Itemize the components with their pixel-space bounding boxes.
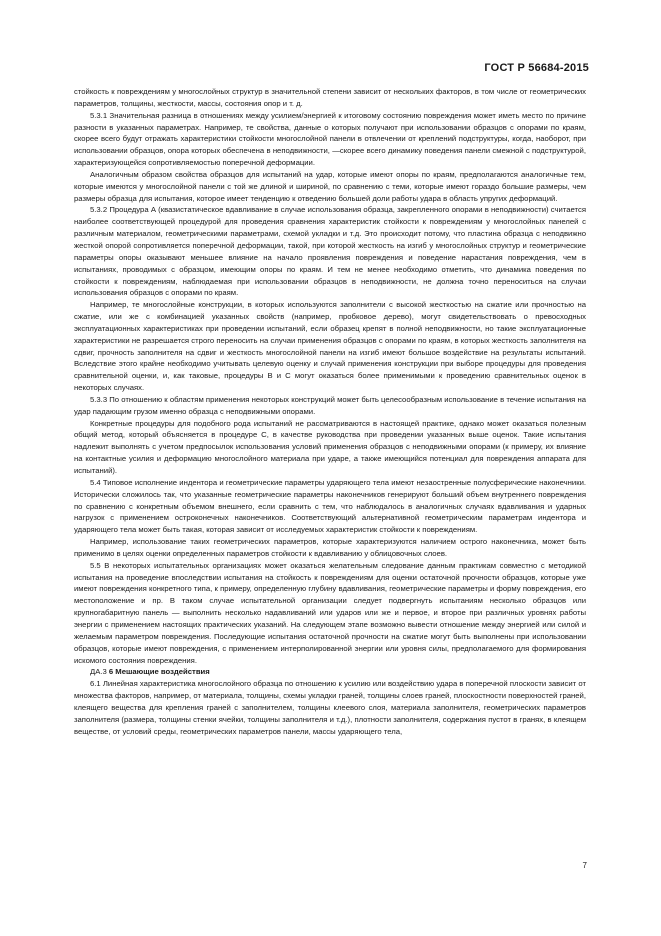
page-number: 7: [582, 861, 587, 870]
paragraph: 6.1 Линейная характеристика многослойного образца по отношению к усилию или воздействию удара в поперечной плоскости зависит от множества факторов, например, от материала, толщины, схемы укладки граней, толщины слоев граней, плоскостности поверхностей граней, клеящего вещества для крепления граней с заполнителем, толщины клеевого слоя, материала заполнителя, геометрических параметров заполнителя (размера, толщины стенки ячейки, толщины заполнителя и т.д.), плотности заполнителя, содержания пустот в гранях, в клеящем веществе, от условий среды, геометрических параметров панели, массы ударяющего тела,: [74, 679, 586, 736]
paragraph: 5.3.1 Значительная разница в отношениях между усилием/энергией к итоговому состоянию повреждения может иметь место по причине разности в указанных параметрах. Например, те свойства, данные о которых получают при использовании образцов с опорами по краям, скорее всего будут отражать характеристики стойкости многослойной панели в отвлечении от креплений подструктуры, когда, наоборот, при использовании образцов, опора которых обеспечена в неподвижности, —скорее всего динамику поведения панели смежной с подструктурой, характеризующейся сопротивляемостью поперечной деформации.: [74, 110, 586, 168]
standard-code-header: ГОСТ Р 56684-2015: [484, 62, 589, 74]
paragraph: 5.3.3 По отношению к областям применения некоторых конструкций может быть целесообразным использование в течение испытания на удар падающим грузом именно образца с неподвижными опорами.: [74, 394, 586, 416]
paragraph: Конкретные процедуры для подобного рода испытаний не рассматриваются в настоящей практике, однако может оказаться полезным общий метод, который объясняется в процедуре С, в качестве руководства при проведении указанных выше оценок. Такие испытания надлежит выполнять с учетом предпосылок использования условий применения образцов с неподвижными опорами (к примеру, их влияние на контактные усилия и деформацию многослойного материала при ударе, а также имеющийся потенциал для повреждения аппарата для испытаний).: [74, 418, 586, 475]
paragraph: стойкость к повреждениям у многослойных структур в значительной степени зависит от нескольких факторов, в том числе от геометрических параметров, толщины, жесткости, массы, состояния опор и т. д.: [74, 87, 586, 108]
section-prefix: ДА.3: [90, 667, 107, 677]
section-title: 6 Мешающие воздействия: [108, 667, 210, 677]
body-text: [74, 86, 586, 737]
paragraph: Например, использование таких геометрических параметров, которые характеризуются наличием острого наконечника, может быть применимо в целях оценки определенных параметров стойкости к вдавливанию у облицовочных слоев.: [74, 537, 586, 558]
paragraph: 5.4 Типовое исполнение индентора и геометрические параметры ударяющего тела имеют незаостренные полусферические наконечники. Исторически сложилось так, что указанные геометрические параметры наконечников генерируют больший объем внутреннего повреждения по сравнению с конкретным объемом внешнего, если сравнить с тем, что наблюдалось в аналогичных случаях вдавливания и ударных нагрузок с применением остроконечных наконечников. Соответствующий альтернативной геометрическим параметрам индентора и ударяющего тела может быть такая, которая зависит от исследуемых характеристик стойкости к повреждениям.: [74, 477, 586, 535]
paragraph: Например, те многослойные конструкции, в которых используются заполнители с высокой жесткостью на сжатие или прочностью на сжатие, или же с комбинацией указанных свойств (например, пробковое дерево), могут свидетельствовать о превосходных эксплуатационных характеристиках при проведении испытаний, если образец крепят в полной неподвижности, но такие эксплуатационные характеристики не разрешается строго переносить на случаи применения образцов с опорами по краям, в которых жесткость заполнителя на сдвиг, прочность заполнителя на сдвиг и жесткость многослойной панели на изгиб имеют большое воздействие на результаты испытаний. Вследствие этого крайне необходимо учитывать целевую оценку и случай применения конструкции при выборе процедуры для проведения сравнительной оценки, и, как таковые, процедуры В и С могут оказаться более применимыми к проведению сравнительных оценок в некоторых случаях.: [74, 300, 586, 393]
paragraph: 5.5 В некоторых испытательных организациях может оказаться желательным следование данным практикам совместно с методикой испытания на проведение впоследствии испытания на стойкость к повреждениям для оценки остаточной прочности образцов, которые уже имеют повреждения конкретного типа, к примеру, определенную глубину вдавливания, геометрические параметры и форму повреждения, его местоположение и пр. В таком случае испытательной организации следует подвергнуть испытаниям несколько образцов или крупногабаритную панель — выполнить несколько надавливаний или ударов или же и первое, и второе при различных уровнях работы энергии с применением настоящих практических указаний. На следующем этапе возможно вывести отношение между энергией или силой и желаемым параметром повреждения. Последующие испытания остаточной прочности на сжатие могут быть выполнены при использовании образцов, которые имеют повреждения, с применением интерполированной энергии или уровня силы, предполагаемого для формирования искомого состояния повреждения.: [74, 560, 586, 665]
paragraph: 5.3.2 Процедура А (квазистатическое вдавливание в случае использования образца, закрепленного опорами в неподвижности) считается наиболее соответствующей процедурой для проведения сравнения характеристик стойкости к повреждениям у многослойных панелей с различным материалом, геометрическими параметрами, схемой укладки и т.д. Это происходит потому, что пластина образца с неподвижно жесткой опорой сопротивляется поперечной деформации, такой, при которой жесткость на изгиб у многослойных структур и геометрические параметры опоры оказывают меньшее влияние на начало проявления повреждения и поведение нарастания повреждения, чем в испытаниях, проводимых с образцом, имеющим опоры по краям. И тем не менее необходимо отметить, что динамика поведения по стойкости к повреждениям, наблюдаемая при использовании образцов в неподвижности, не должна точно переноситься на случаи использования образцов с опорами по краям.: [74, 205, 586, 298]
section-heading: [74, 666, 586, 678]
paragraph: Аналогичным образом свойства образцов для испытаний на удар, которые имеют опоры по краям, предполагаются аналогичные тем, которые имеются у многослойной панели с той же длиной и шириной, по сравнению с теми, которые имеют гораздо большие размеры, чем размеры образца для испытания, которое имеет тенденцию к отведению большей доли работы удара в область упругих деформаций.: [74, 169, 586, 203]
